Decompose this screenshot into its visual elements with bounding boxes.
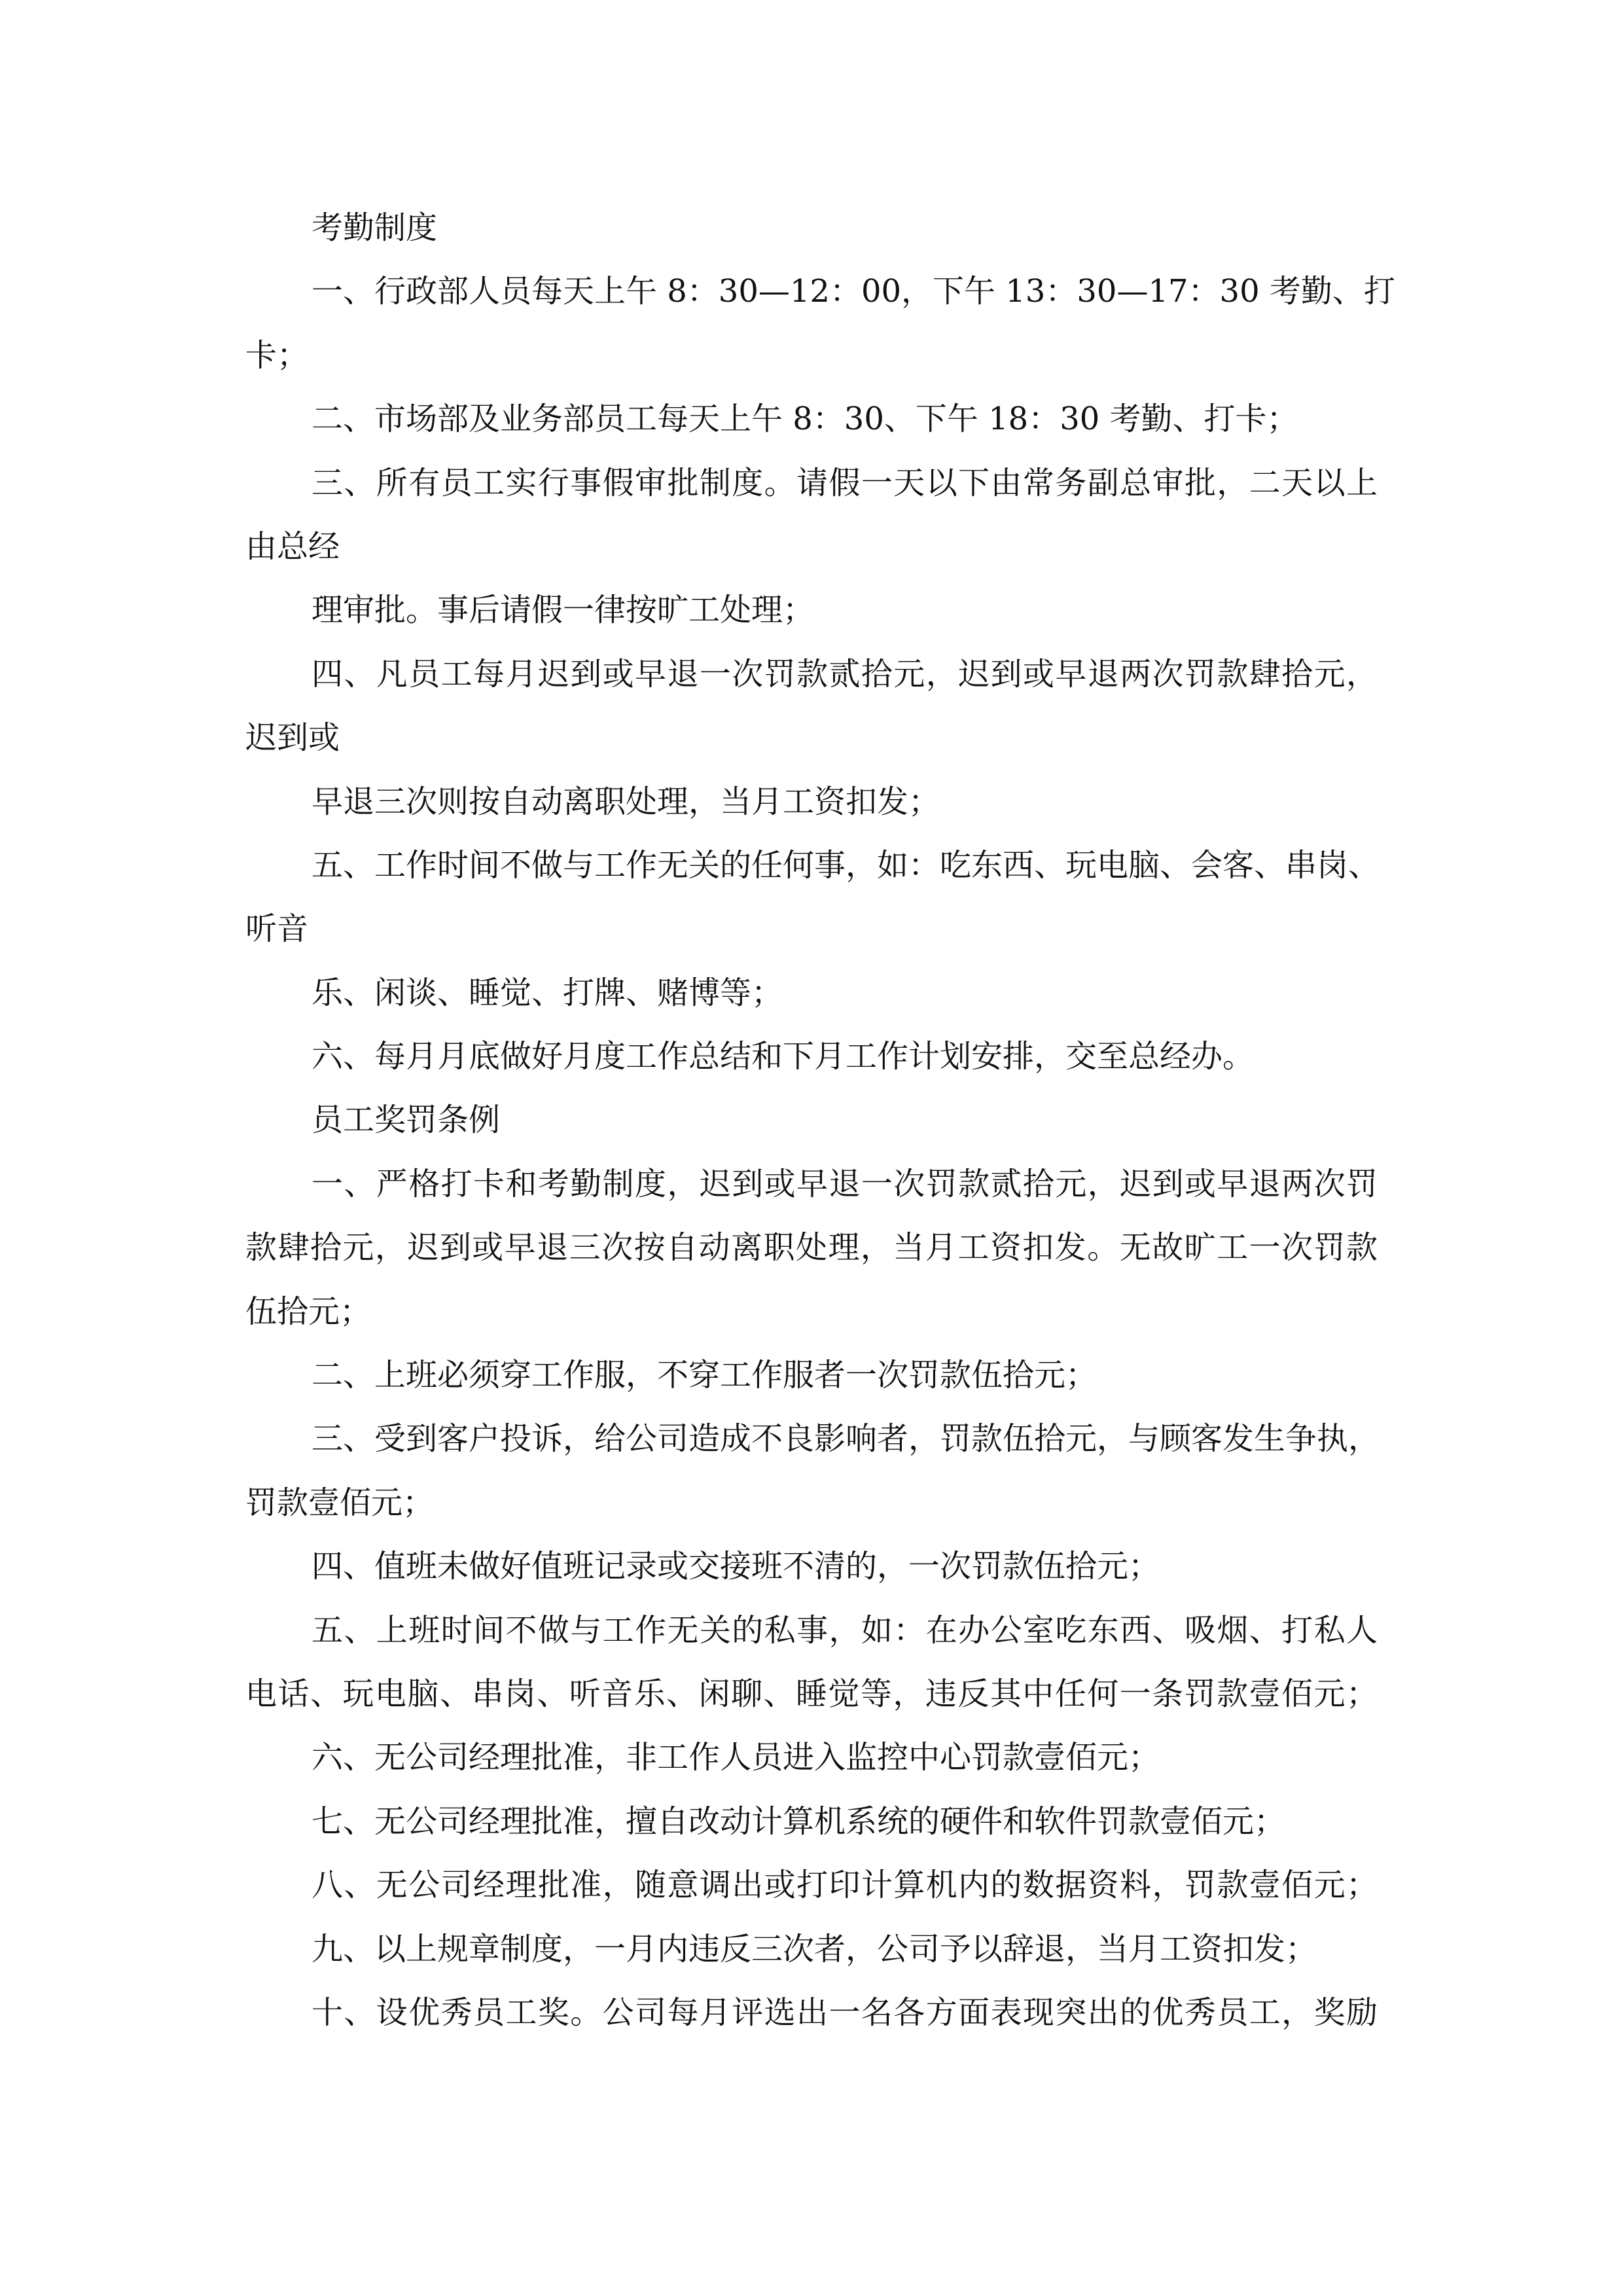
paragraph-line: 理审批。事后请假一律按旷工处理； [312,592,815,629]
section-title-rewards-penalties: 员工奖罚条例 [312,1102,501,1139]
paragraph-line: 六、每月月底做好月度工作总结和下月工作计划安排，交至总经办。 [312,1038,1255,1075]
paragraph-line: 五、工作时间不做与工作无关的任何事，如：吃东西、玩电脑、会客、串岗、 [312,846,1380,884]
paragraph-line: 三、所有员工实行事假审批制度。请假一天以下由常务副总审批，二天以上 [312,464,1378,501]
paragraph-line: 八、无公司经理批准，随意调出或打印计算机内的数据资料，罚款壹佰元； [312,1867,1378,1904]
paragraph-line: 九、以上规章制度，一月内违反三次者，公司予以辞退，当月工资扣发； [312,1930,1317,1967]
section-title-attendance: 考勤制度 [312,209,438,246]
paragraph-line: 迟到或 [245,719,340,757]
paragraph-line: 罚款壹佰元； [245,1484,435,1521]
paragraph-line: 四、凡员工每月迟到或早退一次罚款贰拾元，迟到或早退两次罚款肆拾元， [312,655,1378,692]
paragraph-line: 早退三次则按自动离职处理，当月工资扣发； [312,783,940,820]
paragraph-line: 二、市场部及业务部员工每天上午 8：30、下午 18：30 考勤、打卡； [312,401,1298,438]
paragraph-line: 款肆拾元，迟到或早退三次按自动离职处理，当月工资扣发。无故旷工一次罚款 [245,1229,1378,1266]
paragraph-line: 四、值班未做好值班记录或交接班不清的，一次罚款伍拾元； [312,1548,1160,1585]
paragraph-line: 二、上班必须穿工作服，不穿工作服者一次罚款伍拾元； [312,1357,1097,1394]
paragraph-line: 乐、闲谈、睡觉、打牌、赌博等； [312,974,783,1011]
paragraph-line: 三、受到客户投诉，给公司造成不良影响者，罚款伍拾元，与顾客发生争执， [312,1420,1380,1458]
paragraph-line: 十、设优秀员工奖。公司每月评选出一名各方面表现突出的优秀员工，奖励 [312,1994,1378,2031]
paragraph-line: 伍拾元； [245,1293,372,1330]
paragraph-line: 一、行政部人员每天上午 8：30—12：00，下午 13：30—17：30 考勤、打 [312,273,1395,310]
paragraph-line: 听音 [245,910,309,948]
document-page [245,196,1395,2045]
paragraph-line: 卡； [245,336,309,374]
paragraph-line: 一、严格打卡和考勤制度，迟到或早退一次罚款贰拾元，迟到或早退两次罚 [312,1165,1378,1202]
paragraph-line: 由总经 [245,528,340,565]
paragraph-line: 六、无公司经理批准，非工作人员进入监控中心罚款壹佰元； [312,1739,1160,1776]
paragraph-line: 电话、玩电脑、串岗、听音乐、闲聊、睡觉等，违反其中任何一条罚款壹佰元； [245,1675,1378,1712]
paragraph-line: 五、上班时间不做与工作无关的私事，如：在办公室吃东西、吸烟、打私人 [312,1611,1378,1649]
paragraph-line: 七、无公司经理批准，擅自改动计算机系统的硬件和软件罚款壹佰元； [312,1803,1286,1840]
